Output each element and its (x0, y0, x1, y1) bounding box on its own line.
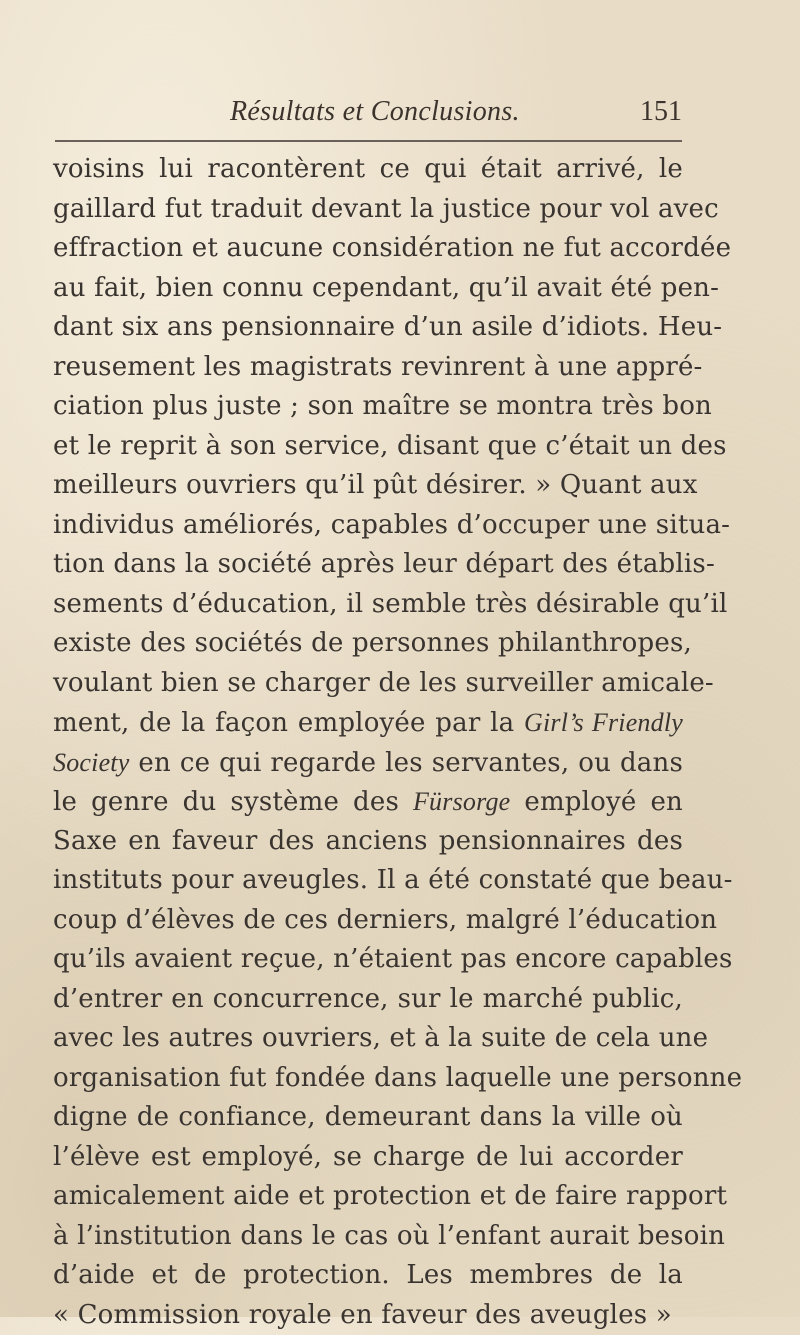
text-line: coup d’élèves de ces derniers, malgré l’éducation (53, 901, 683, 941)
text-line: individus améliorés, capables d’occuper une situa- (53, 506, 683, 546)
text-line: à l’institution dans le cas où l’enfant aurait besoin (53, 1217, 683, 1257)
text-run: employé en (510, 787, 683, 817)
running-title: Résultats et Conclusions. (230, 96, 520, 128)
text-run: le genre du système des (53, 787, 413, 817)
running-head (55, 96, 682, 136)
text-line: reusement les magistrats revinrent à une appré- (53, 348, 683, 388)
text-line: l’élève est employé, se charge de lui accorder (53, 1138, 683, 1178)
text-line: « Commission royale en faveur des aveugles » (53, 1296, 683, 1335)
text-line: gaillard fut traduit devant la justice pour vol avec (53, 190, 683, 230)
text-line: effraction et aucune considération ne fut accordée (53, 229, 683, 269)
text-line: et le reprit à son service, disant que c’était un des (53, 427, 683, 467)
text-line: au fait, bien connu cependant, qu’il avait été pen- (53, 269, 683, 309)
text-line: Saxe en faveur des anciens pensionnaires des (53, 822, 683, 862)
text-line: sements d’éducation, il semble très désirable qu’il (53, 585, 683, 625)
text-line: d’entrer en concurrence, sur le marché public, (53, 980, 683, 1020)
text-line: qu’ils avaient reçue, n’étaient pas encore capables (53, 940, 683, 980)
italic-title-society: Society (53, 748, 129, 777)
text-line (53, 703, 683, 743)
text-line: amicalement aide et protection et de faire rapport (53, 1177, 683, 1217)
header-rule (55, 140, 682, 142)
text-run: ment, de la façon employée par la (53, 708, 524, 738)
text-line: meilleurs ouvriers qu’il pût désirer. » Quant aux (53, 466, 683, 506)
text-line: voisins lui racontèrent ce qui était arrivé, le (53, 150, 683, 190)
text-line: existe des sociétés de personnes philanthropes, (53, 624, 683, 664)
text-run: en ce qui regarde les servantes, ou dans (129, 748, 683, 778)
page-number: 151 (640, 96, 682, 128)
text-line: ciation plus juste ; son maître se montra très bon (53, 387, 683, 427)
text-line: digne de confiance, demeurant dans la ville où (53, 1098, 683, 1138)
text-line: voulant bien se charger de les surveiller amicale- (53, 664, 683, 704)
body-text (53, 150, 683, 1335)
text-line: d’aide et de protection. Les membres de la (53, 1256, 683, 1296)
text-line: instituts pour aveugles. Il a été constaté que beau- (53, 861, 683, 901)
text-line: tion dans la société après leur départ des établis- (53, 545, 683, 585)
text-line: organisation fut fondée dans laquelle une personne (53, 1059, 683, 1099)
text-line (53, 782, 683, 822)
italic-term-fursorge: Fürsorge (413, 787, 510, 816)
text-line: avec les autres ouvriers, et à la suite de cela une (53, 1019, 683, 1059)
italic-title-girls-friendly: Girl’s Friendly (524, 708, 683, 737)
text-line: dant six ans pensionnaire d’un asile d’idiots. Heu- (53, 308, 683, 348)
text-line (53, 743, 683, 783)
